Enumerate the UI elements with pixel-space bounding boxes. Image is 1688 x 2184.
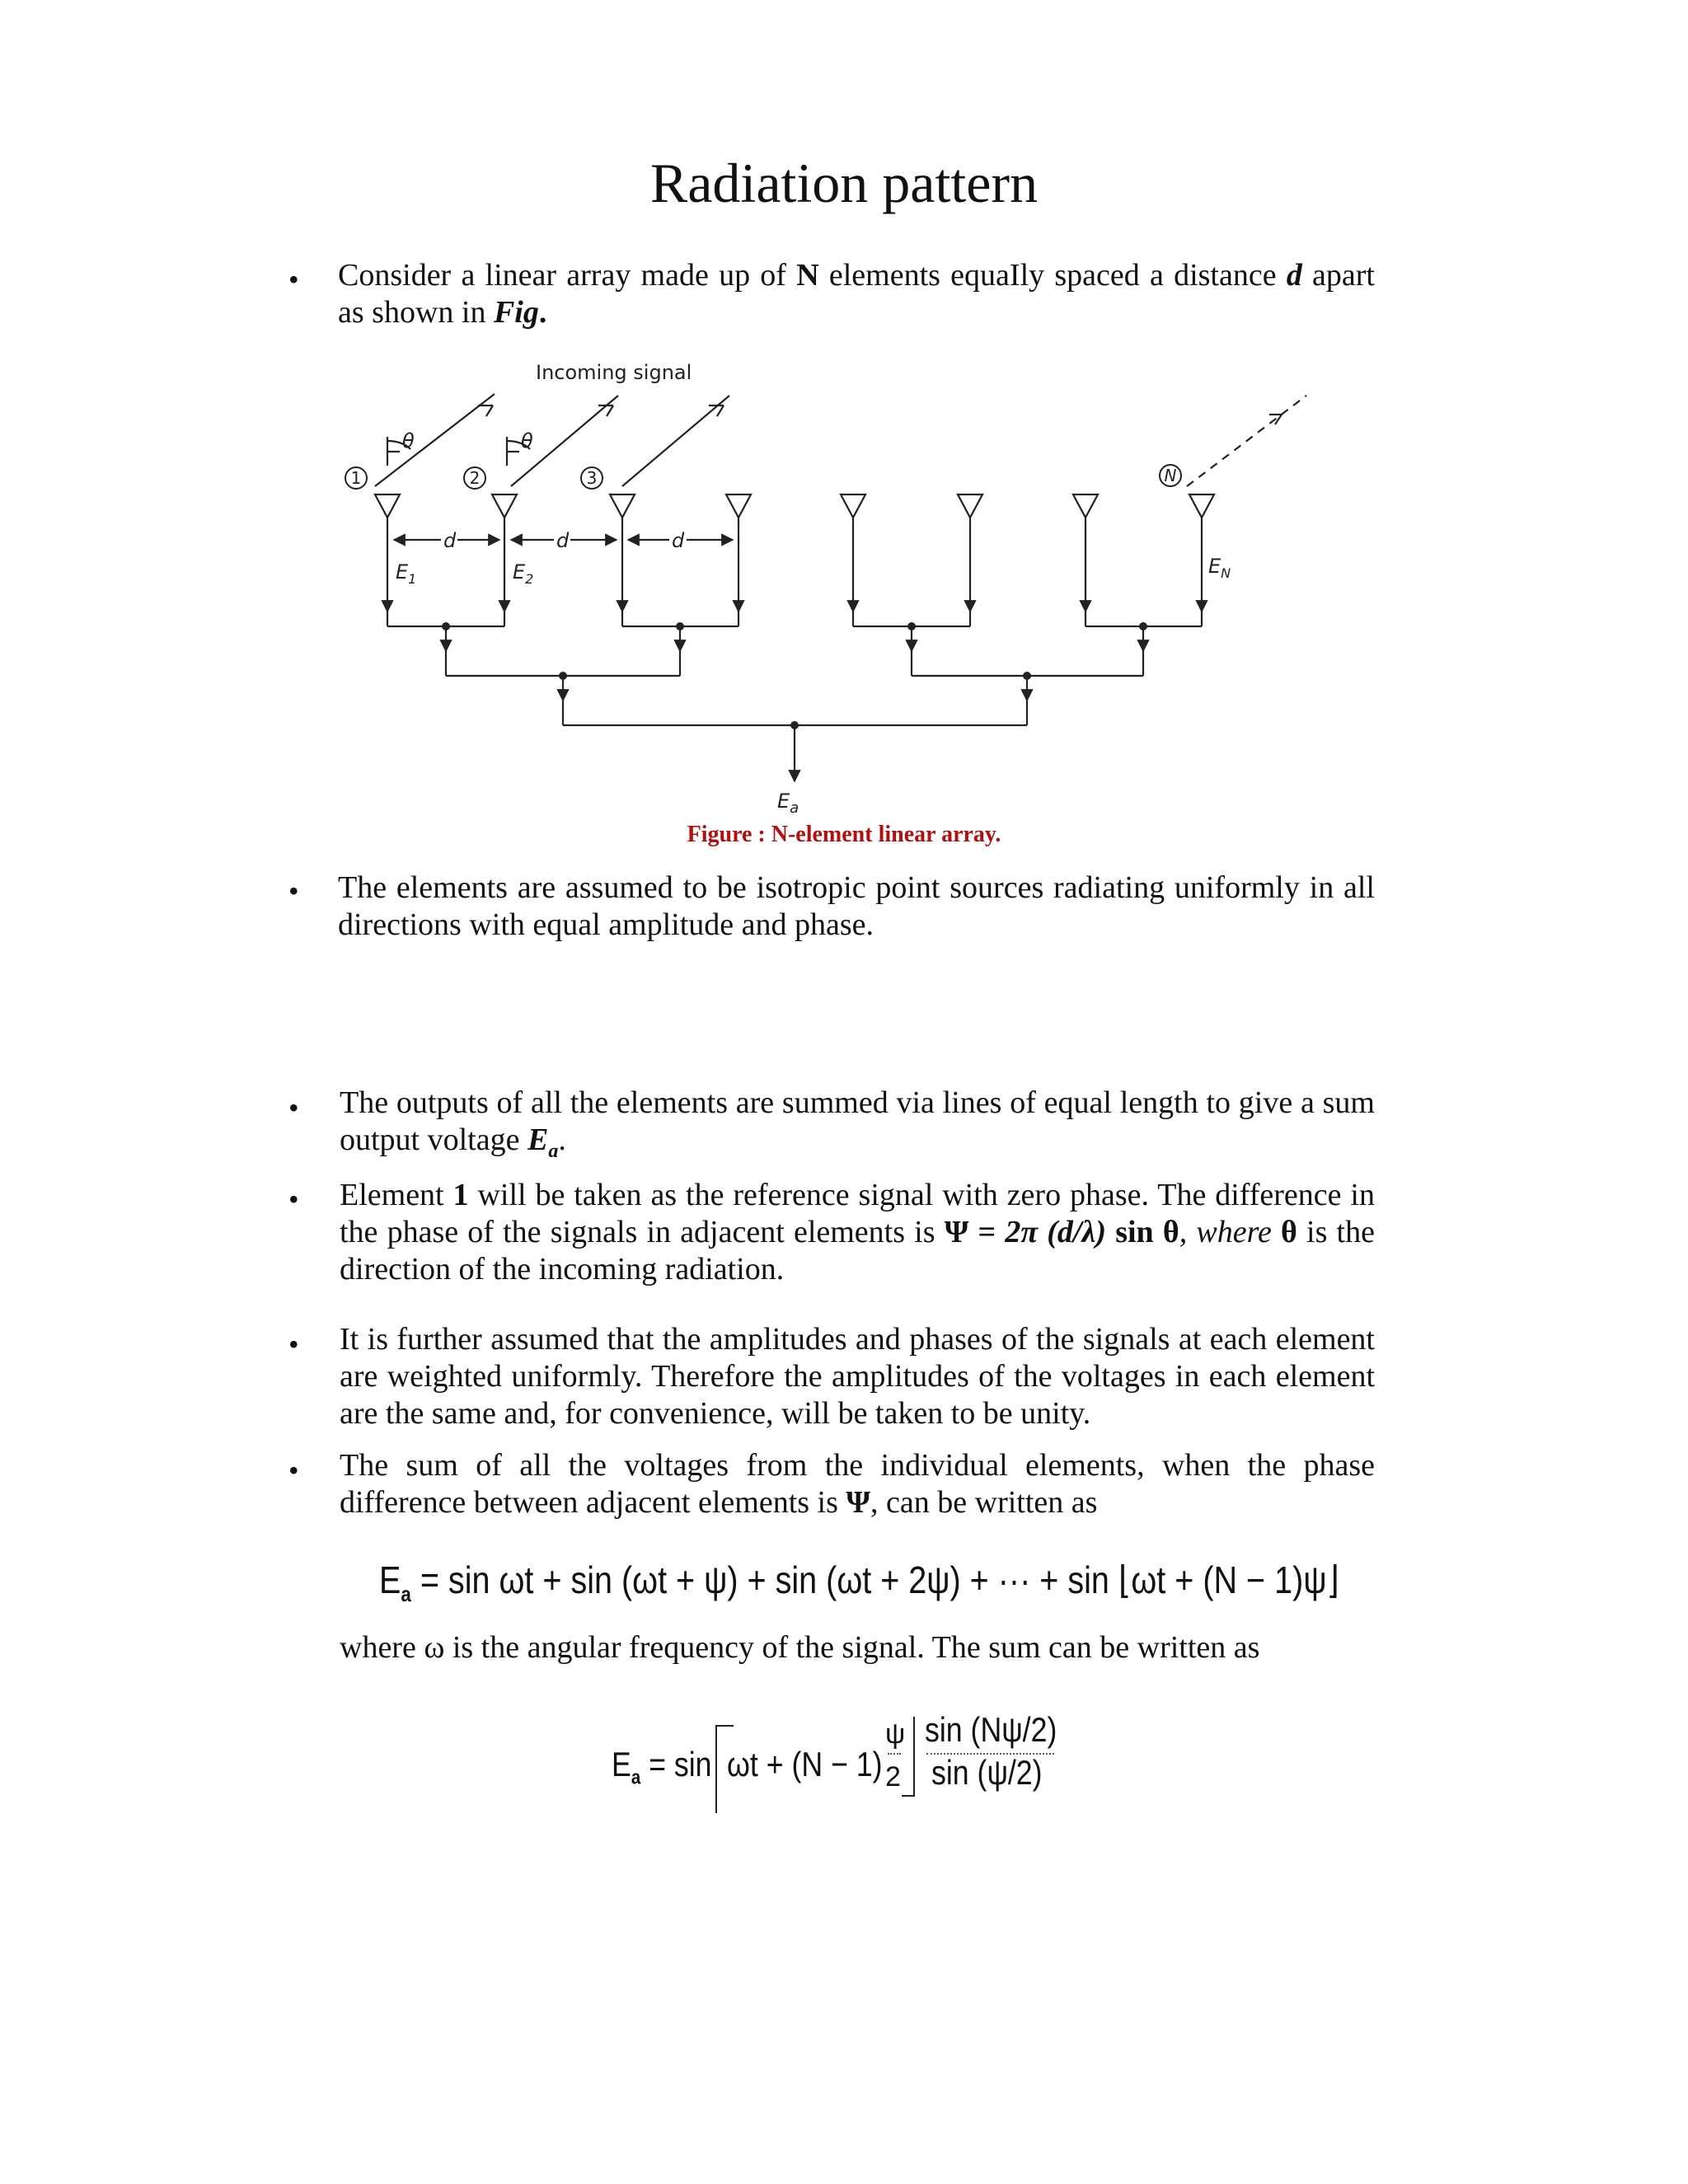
- linear-array-figure: [313, 346, 1352, 816]
- spacing-label: d: [443, 529, 457, 552]
- spacing-label: d: [556, 529, 570, 552]
- figure-caption: Figure : N-element linear array.: [687, 822, 1001, 847]
- element-number: 2: [469, 468, 481, 488]
- sum-output-label: $E_a$: [777, 790, 799, 816]
- theta-label: θ: [402, 429, 415, 452]
- element-number: 1: [350, 468, 362, 488]
- element-voltage-label: $E_2$: [513, 560, 534, 587]
- theta-label: θ: [521, 429, 533, 452]
- element-voltage-label: $E_1$: [396, 560, 417, 587]
- bullet-marker: •: [288, 1454, 299, 1487]
- bullet-marker: •: [288, 263, 299, 296]
- paragraph-isotropic: The elements are assumed to be isotropic point sources radiating uniformly in all directions with equal amplitude and phase.: [338, 870, 1375, 942]
- bullet-marker: •: [288, 1091, 299, 1124]
- closed-form-equation: $E_a = \sin$ ωt + (N − 1) ψ 2 sin (Nψ/2) sin (ψ/2): [612, 1710, 1073, 1825]
- paragraph-sum-voltages: The sum of all the voltages from the individual elements, when the phase difference between adjacent elements is Ψ, can be written as: [340, 1448, 1375, 1520]
- sum-equation: $E_a = \sin \omega t + \sin (\omega t + \psi) + \sin (\omega t + 2\psi)$ + ··· + sin ⌊ωt + (N − 1)ψ⌋: [379, 1558, 1339, 1607]
- paragraph-where-omega: where ω is the angular frequency of the signal. The sum can be written as: [340, 1630, 1260, 1665]
- element-voltage-label: $E_N$: [1208, 555, 1231, 581]
- paragraph-sum-output: The outputs of all the elements are summed via lines of equal length to give a sum output voltage $E_a$.: [340, 1085, 1375, 1162]
- paragraph-uniform-weighting: It is further assumed that the amplitudes and phases of the signals at each element are weighted uniformly. Therefore the amplitudes of the voltages in each element are the same and, for convenience, will be taken to be unity.: [340, 1322, 1375, 1431]
- page-title: Radiation pattern: [649, 152, 1039, 214]
- element-number: 3: [586, 468, 598, 488]
- bullet-marker: •: [288, 1183, 299, 1216]
- incoming-ray: [1187, 396, 1306, 486]
- paragraph-array-intro: Consider a linear array made up of N elements equaIly spaced a distance d apart as shown in Fig.: [338, 258, 1375, 330]
- antenna-elements: [375, 494, 1214, 518]
- spacing-label: d: [672, 529, 685, 552]
- incoming-ray: [622, 396, 729, 486]
- bullet-marker: •: [288, 1328, 299, 1361]
- paragraph-reference-phase: Element 1 will be taken as the reference signal with zero phase. The difference in the phase of the signals in adjacent elements is Ψ = 2π (d/λ) sin θ, where θ is the direction of the incoming radiation.: [340, 1178, 1375, 1286]
- incoming-signal-label: Incoming signal: [536, 361, 692, 384]
- bullet-marker: •: [288, 874, 299, 907]
- element-number: N: [1164, 466, 1177, 485]
